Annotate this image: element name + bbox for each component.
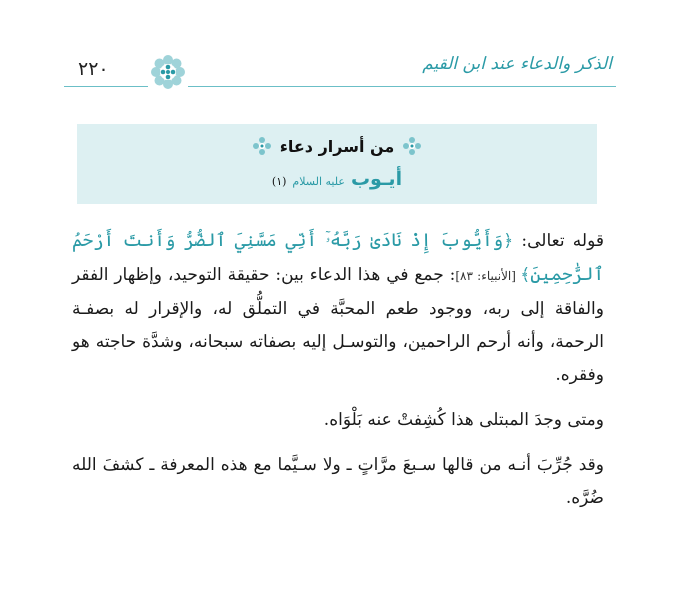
quran-open-bracket: ﴿	[503, 231, 514, 251]
header-rule-left	[64, 86, 148, 87]
rosette-ornament-icon	[148, 52, 188, 92]
paragraph-1	[72, 224, 604, 392]
ornament-left-icon	[252, 136, 272, 156]
body-text	[72, 224, 604, 515]
ornament-right-icon	[402, 136, 422, 156]
section-subtitle-row	[77, 168, 597, 190]
header-rule	[188, 86, 616, 87]
section-title-row	[77, 136, 597, 156]
page-number: ٢٢٠	[78, 58, 109, 80]
footnote-marker: (١)	[271, 175, 287, 188]
paragraph-1-text: : جمع في هذا الدعاء بين: حقيقة التوحيد، وإظهار الفقر والفاقة إلى ربه، ووجود طعم المحبَّة في التملُّق له، والإقرار له بصفـة الرحمة، وأنه أرحم الراحمين، والتوسـل إليه بصفاته سبحانه، وشدَّة حاجته هو وفقره.	[72, 265, 604, 385]
quran-close-bracket: ﴾	[520, 265, 531, 285]
paragraph-3: وقد جُرِّبَ أنـه من قالها سـبعَ مرَّاتٍ ـ ولا سـيَّما مع هذه المعرفة ـ كشفَ الله ضُرَّه.	[72, 455, 604, 508]
paragraph-2: ومتى وجدَ المبتلى هذا كُشِفتْ عنه بَلْوَاه.	[323, 410, 604, 430]
section-title: من أسرار دعاء	[279, 136, 395, 156]
section-heading-box	[77, 124, 597, 204]
section-subtitle: أيـوب	[350, 168, 403, 190]
quran-verse: وَأَيُّوبَ إِذْ نَادَىٰ رَبَّهُۥٓ أَنِّي مَسَّنِيَ ٱلضُّرُّ وَأَنتَ أَرْحَمُ ٱلرَّٰحِمِينَ	[72, 230, 605, 285]
verse-reference: [الأنبياء: ٨٣]	[455, 269, 521, 283]
running-header-title: الذكر والدعاء عند ابن القيم	[422, 54, 612, 74]
page-header	[64, 52, 616, 98]
honorific: عليه السلام	[292, 175, 345, 188]
intro-text: قوله تعالى:	[513, 231, 604, 251]
